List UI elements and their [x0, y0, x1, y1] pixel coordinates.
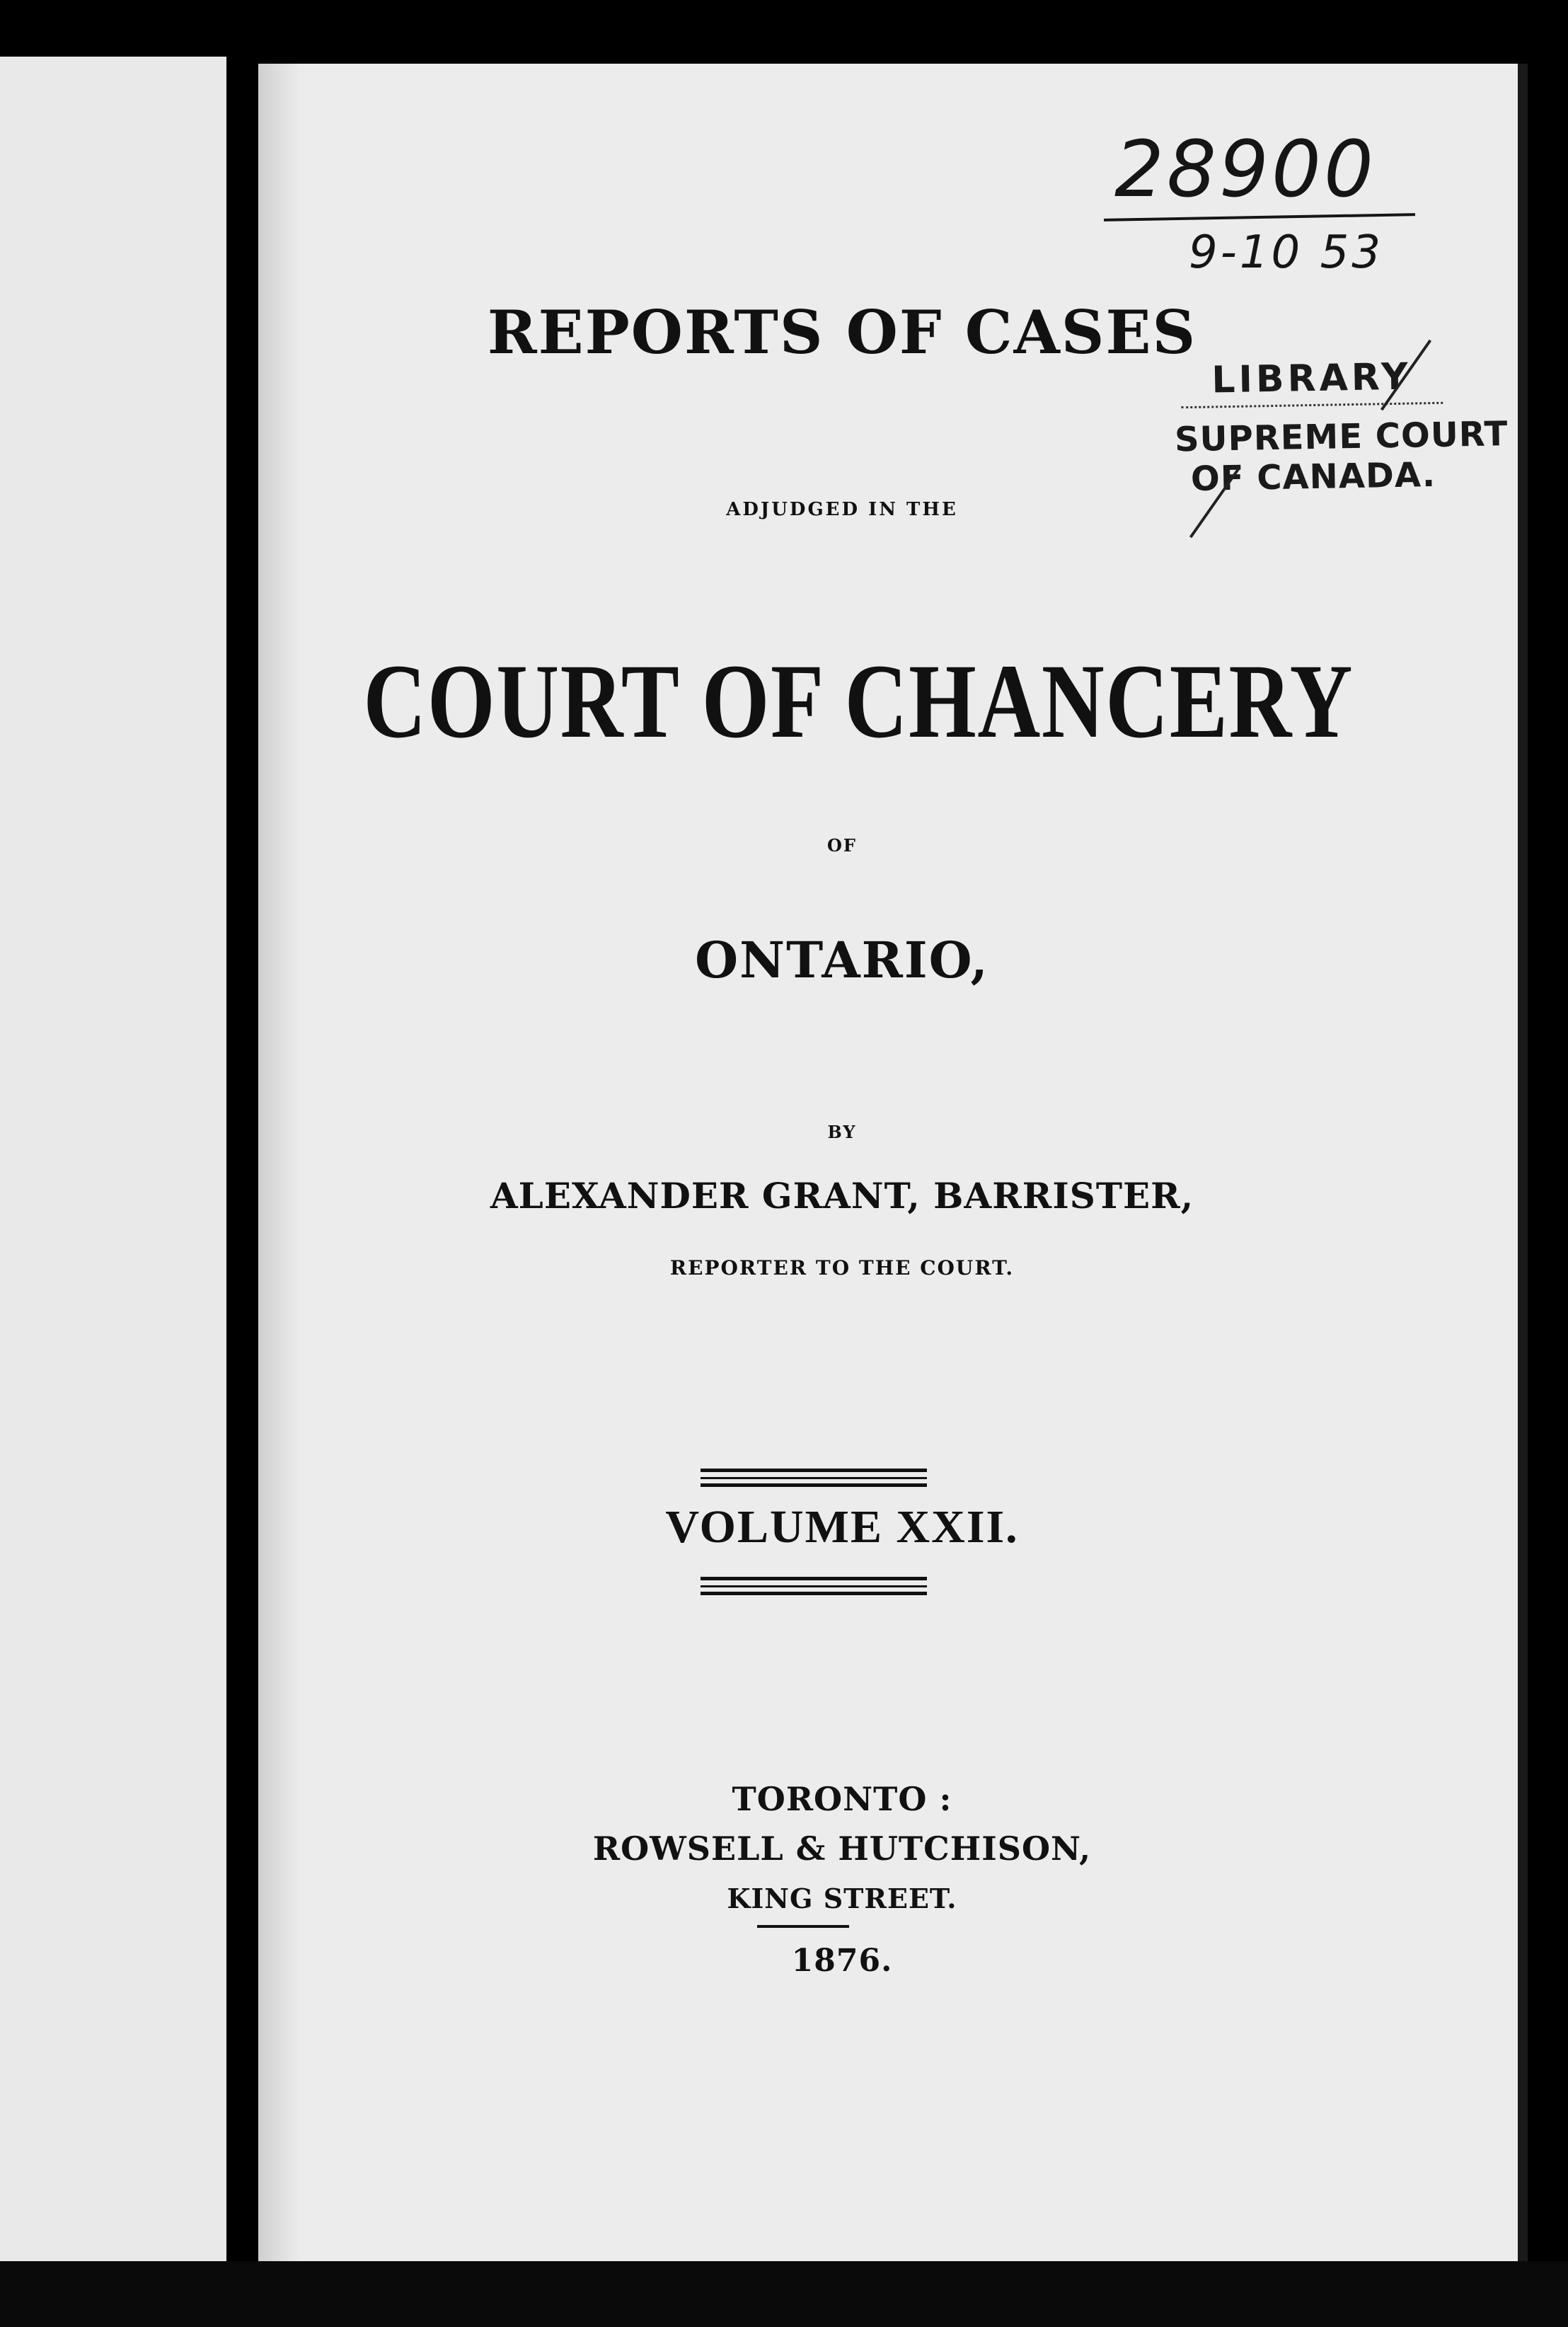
handwritten-date: 9-10 53: [1189, 226, 1384, 279]
imprint-city: TORONTO :: [732, 1780, 952, 1818]
book-subtitle: ADJUDGED IN THE: [726, 499, 958, 520]
stamp-line-country: OF CANADA.: [1190, 454, 1436, 500]
volume-number: VOLUME XXII.: [665, 1501, 1019, 1553]
connector-by: BY: [827, 1122, 857, 1142]
volume-rule-bottom: [701, 1592, 927, 1595]
stamp-line-library: LIBRARY: [1211, 355, 1412, 402]
volume-rule-bottom: [701, 1585, 927, 1587]
imprint-rule: [757, 1925, 849, 1928]
connector-of: OF: [827, 835, 857, 856]
stamp-line-court: SUPREME COURT: [1174, 414, 1509, 460]
book-gutter: [226, 0, 258, 2327]
author-name: ALEXANDER GRANT, BARRISTER,: [490, 1175, 1194, 1217]
court-name: COURT OF CHANCERY: [363, 643, 1354, 760]
imprint-publisher: ROWSELL & HUTCHISON,: [592, 1829, 1092, 1868]
scan-bottom-edge: [0, 2261, 1568, 2327]
stamp-divider: [1181, 402, 1443, 415]
volume-rule-top: [701, 1477, 927, 1479]
imprint-year: 1876.: [791, 1943, 893, 1979]
book-title: REPORTS OF CASES: [487, 297, 1197, 367]
library-stamp: [1173, 355, 1509, 516]
author-role: REPORTER TO THE COURT.: [669, 1256, 1015, 1280]
province-name: ONTARIO,: [695, 931, 989, 989]
handwritten-accession-number: 28900: [1114, 124, 1376, 214]
volume-rule-top: [701, 1469, 927, 1472]
volume-rule-bottom: [701, 1577, 927, 1580]
volume-rule-top: [701, 1483, 927, 1487]
page-shadow: [258, 64, 301, 2261]
facing-page: [0, 57, 226, 2327]
imprint-street: KING STREET.: [727, 1883, 957, 1914]
